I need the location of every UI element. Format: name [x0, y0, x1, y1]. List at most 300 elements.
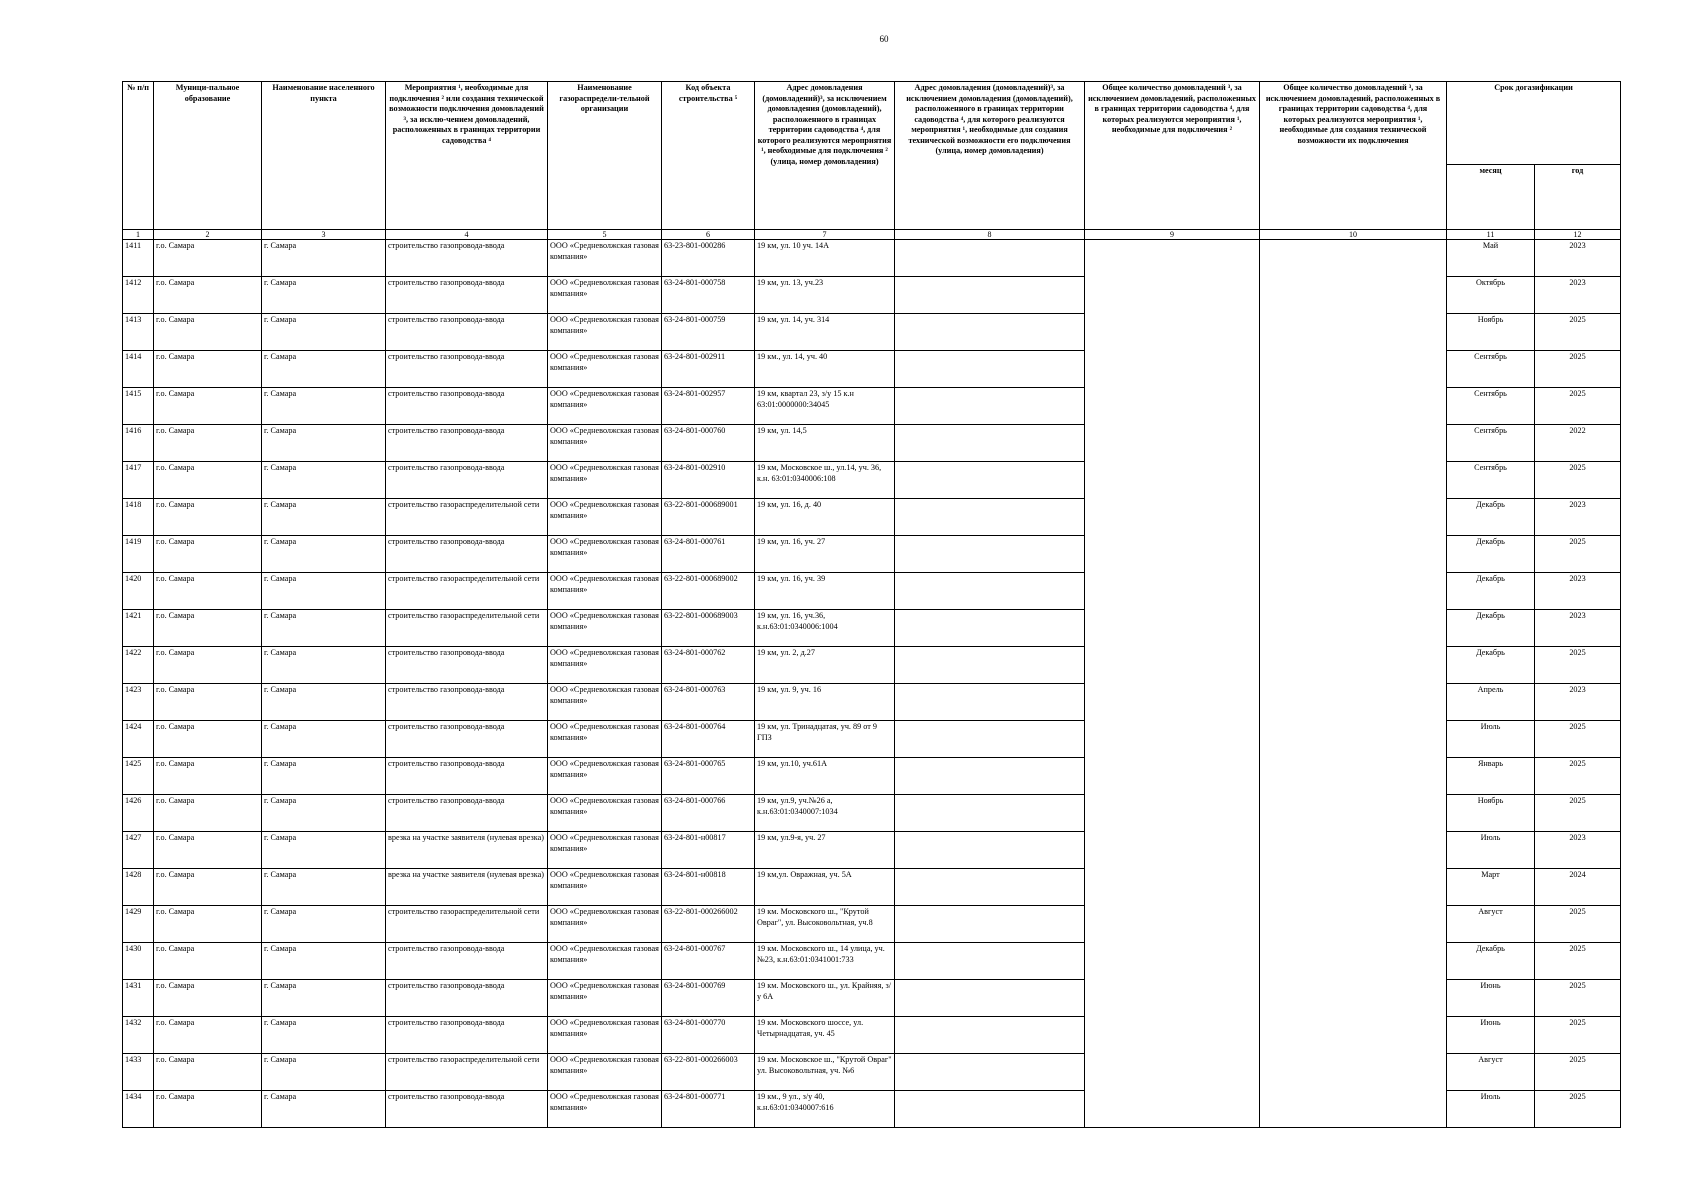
cell-object-code: 63-24-801-000765	[662, 758, 755, 795]
cell-measure: строительство газопровода-ввода	[386, 758, 548, 795]
cell-address: 19 км, ул. 14,5	[755, 425, 895, 462]
cell-municipality: г.о. Самара	[154, 943, 262, 980]
cell-month: Июль	[1447, 721, 1535, 758]
cell-address: 19 км, ул. 16, уч. 27	[755, 536, 895, 573]
cell-measure: строительство газопровода-ввода	[386, 1091, 548, 1128]
cell-gas-org: ООО «Средневолжская газовая компания»	[548, 388, 662, 425]
cell-num: 1432	[123, 1017, 154, 1054]
cell-object-code: 63-24-801-000760	[662, 425, 755, 462]
table-row	[123, 795, 1621, 832]
cell-year: 2024	[1535, 869, 1621, 906]
cell-address: 19 км, ул. 10 уч. 14А	[755, 240, 895, 277]
cell-municipality: г.о. Самара	[154, 240, 262, 277]
cell-address: 19 км. Московского шоссе, ул. Четырнадцатая, уч. 45	[755, 1017, 895, 1054]
cell-num: 1434	[123, 1091, 154, 1128]
cell-total-tech	[1260, 425, 1447, 462]
cell-month: Июнь	[1447, 1017, 1535, 1054]
cell-num: 1433	[123, 1054, 154, 1091]
cell-total-connect	[1085, 536, 1260, 573]
cell-measure: врезка на участке заявителя (нулевая врезка)	[386, 869, 548, 906]
cell-address: 19 км, Московское ш., ул.14, уч. 36, к.н. 63:01:0340006:108	[755, 462, 895, 499]
cell-address-garden	[895, 684, 1085, 721]
cell-settlement: г. Самара	[262, 536, 386, 573]
cell-municipality: г.о. Самара	[154, 462, 262, 499]
cell-total-connect	[1085, 943, 1260, 980]
cell-address-garden	[895, 1091, 1085, 1128]
cell-address: 19 км, ул. 14, уч. 314	[755, 314, 895, 351]
cell-year: 2025	[1535, 462, 1621, 499]
cell-address-garden	[895, 943, 1085, 980]
cell-measure: строительство газопровода-ввода	[386, 795, 548, 832]
header-address: Адрес домовладения (домовладений)³, за исключением домовладения (домовладений), расположенного в границах территории садоводства ⁴, для которого реализуются мероприятия ¹, необходимые для подключения ² (улица, номер домовладения)	[755, 82, 895, 230]
cell-object-code: 63-22-801-000266002	[662, 906, 755, 943]
cell-gas-org: ООО «Средневолжская газовая компания»	[548, 425, 662, 462]
cell-municipality: г.о. Самара	[154, 610, 262, 647]
cell-address: 19 км. Московское ш., "Крутой Овраг" ул. Высоковольтная, уч. №6	[755, 1054, 895, 1091]
cell-measure: строительство газораспределительной сети	[386, 573, 548, 610]
cell-address-garden	[895, 647, 1085, 684]
cell-address-garden	[895, 610, 1085, 647]
cell-municipality: г.о. Самара	[154, 388, 262, 425]
cell-gas-org: ООО «Средневолжская газовая компания»	[548, 499, 662, 536]
cell-year: 2023	[1535, 499, 1621, 536]
cell-address: 19 км, ул.9-я, уч. 27	[755, 832, 895, 869]
cell-settlement: г. Самара	[262, 388, 386, 425]
cell-settlement: г. Самара	[262, 943, 386, 980]
cell-measure: строительство газопровода-ввода	[386, 388, 548, 425]
cell-measure: строительство газопровода-ввода	[386, 462, 548, 499]
cell-month: Июль	[1447, 832, 1535, 869]
column-number: 6	[662, 230, 755, 240]
cell-address-garden	[895, 240, 1085, 277]
cell-total-tech	[1260, 980, 1447, 1017]
cell-month: Июнь	[1447, 980, 1535, 1017]
cell-object-code: 63-24-801-000763	[662, 684, 755, 721]
cell-measure: строительство газопровода-ввода	[386, 1017, 548, 1054]
cell-total-tech	[1260, 462, 1447, 499]
cell-address-garden	[895, 1017, 1085, 1054]
cell-total-tech	[1260, 758, 1447, 795]
cell-object-code: 63-22-801-000689001	[662, 499, 755, 536]
cell-settlement: г. Самара	[262, 869, 386, 906]
cell-address-garden	[895, 536, 1085, 573]
cell-total-connect	[1085, 1054, 1260, 1091]
cell-year: 2025	[1535, 1054, 1621, 1091]
cell-object-code: 63-24-801-000762	[662, 647, 755, 684]
cell-object-code: 63-24-801-000758	[662, 277, 755, 314]
cell-month: Сентябрь	[1447, 425, 1535, 462]
cell-settlement: г. Самара	[262, 610, 386, 647]
cell-month: Ноябрь	[1447, 314, 1535, 351]
column-number: 5	[548, 230, 662, 240]
table-row	[123, 425, 1621, 462]
cell-total-tech	[1260, 314, 1447, 351]
column-numbers-row	[123, 230, 1621, 240]
cell-municipality: г.о. Самара	[154, 832, 262, 869]
cell-total-connect	[1085, 906, 1260, 943]
cell-measure: строительство газопровода-ввода	[386, 536, 548, 573]
cell-settlement: г. Самара	[262, 758, 386, 795]
cell-total-tech	[1260, 943, 1447, 980]
cell-month: Декабрь	[1447, 647, 1535, 684]
cell-month: Декабрь	[1447, 610, 1535, 647]
cell-num: 1415	[123, 388, 154, 425]
table-row	[123, 610, 1621, 647]
cell-municipality: г.о. Самара	[154, 573, 262, 610]
cell-address-garden	[895, 388, 1085, 425]
cell-measure: строительство газопровода-ввода	[386, 980, 548, 1017]
cell-municipality: г.о. Самара	[154, 536, 262, 573]
cell-address-garden	[895, 980, 1085, 1017]
table-row	[123, 980, 1621, 1017]
column-number: 12	[1535, 230, 1621, 240]
cell-object-code: 63-22-801-000689003	[662, 610, 755, 647]
cell-address: 19 км, ул. 13, уч.23	[755, 277, 895, 314]
cell-settlement: г. Самара	[262, 425, 386, 462]
cell-total-tech	[1260, 832, 1447, 869]
cell-settlement: г. Самара	[262, 832, 386, 869]
cell-total-tech	[1260, 573, 1447, 610]
cell-address: 19 км., ул. 14, уч. 40	[755, 351, 895, 388]
column-number: 7	[755, 230, 895, 240]
cell-settlement: г. Самара	[262, 1054, 386, 1091]
cell-municipality: г.о. Самара	[154, 795, 262, 832]
cell-year: 2025	[1535, 906, 1621, 943]
cell-total-connect	[1085, 1091, 1260, 1128]
cell-address: 19 км. Московского ш., 14 улица, уч.№23, к.н.63:01:0341001:733	[755, 943, 895, 980]
table-row	[123, 351, 1621, 388]
cell-municipality: г.о. Самара	[154, 351, 262, 388]
cell-address-garden	[895, 314, 1085, 351]
header-month: месяц	[1447, 165, 1535, 230]
cell-object-code: 63-23-801-000286	[662, 240, 755, 277]
cell-month: Март	[1447, 869, 1535, 906]
cell-gas-org: ООО «Средневолжская газовая компания»	[548, 869, 662, 906]
cell-measure: строительство газопровода-ввода	[386, 277, 548, 314]
cell-total-tech	[1260, 721, 1447, 758]
cell-municipality: г.о. Самара	[154, 647, 262, 684]
cell-address: 19 км. Московского ш., "Крутой Овраг", ул. Высоковольтная, уч.8	[755, 906, 895, 943]
cell-num: 1422	[123, 647, 154, 684]
cell-settlement: г. Самара	[262, 1091, 386, 1128]
cell-year: 2025	[1535, 647, 1621, 684]
cell-object-code: 63-24-801-000770	[662, 1017, 755, 1054]
cell-month: Октябрь	[1447, 277, 1535, 314]
cell-year: 2025	[1535, 943, 1621, 980]
cell-month: Август	[1447, 906, 1535, 943]
cell-total-tech	[1260, 277, 1447, 314]
cell-year: 2025	[1535, 795, 1621, 832]
cell-address-garden	[895, 425, 1085, 462]
cell-num: 1413	[123, 314, 154, 351]
cell-object-code: 63-24-801-002957	[662, 388, 755, 425]
cell-municipality: г.о. Самара	[154, 425, 262, 462]
cell-gas-org: ООО «Средневолжская газовая компания»	[548, 647, 662, 684]
cell-month: Август	[1447, 1054, 1535, 1091]
header-deadline: Срок догазификации	[1447, 82, 1621, 165]
table-body	[123, 240, 1621, 1128]
cell-settlement: г. Самара	[262, 462, 386, 499]
cell-measure: строительство газораспределительной сети	[386, 499, 548, 536]
cell-gas-org: ООО «Средневолжская газовая компания»	[548, 684, 662, 721]
cell-address-garden	[895, 795, 1085, 832]
cell-total-tech	[1260, 795, 1447, 832]
cell-measure: строительство газопровода-ввода	[386, 240, 548, 277]
cell-gas-org: ООО «Средневолжская газовая компания»	[548, 758, 662, 795]
cell-address-garden	[895, 721, 1085, 758]
cell-address: 19 км, ул. 16, уч. 39	[755, 573, 895, 610]
cell-settlement: г. Самара	[262, 240, 386, 277]
cell-total-connect	[1085, 1017, 1260, 1054]
cell-address-garden	[895, 869, 1085, 906]
table-row	[123, 240, 1621, 277]
cell-month: Сентябрь	[1447, 351, 1535, 388]
cell-year: 2025	[1535, 314, 1621, 351]
cell-year: 2023	[1535, 277, 1621, 314]
cell-year: 2025	[1535, 721, 1621, 758]
cell-num: 1423	[123, 684, 154, 721]
cell-total-connect	[1085, 351, 1260, 388]
cell-num: 1428	[123, 869, 154, 906]
table-row	[123, 277, 1621, 314]
cell-num: 1424	[123, 721, 154, 758]
cell-address-garden	[895, 573, 1085, 610]
column-number: 9	[1085, 230, 1260, 240]
cell-total-tech	[1260, 351, 1447, 388]
cell-total-connect	[1085, 758, 1260, 795]
cell-total-tech	[1260, 536, 1447, 573]
cell-object-code: 63-22-801-000266003	[662, 1054, 755, 1091]
cell-gas-org: ООО «Средневолжская газовая компания»	[548, 943, 662, 980]
table-row	[123, 462, 1621, 499]
cell-object-code: 63-24-801-002911	[662, 351, 755, 388]
header-measures: Мероприятия ¹, необходимые для подключения ² или создания технической возможности подключения домовладений ³, за исклю-чением домовладений, расположенных в границах территории садоводства ⁴	[386, 82, 548, 230]
cell-total-tech	[1260, 869, 1447, 906]
cell-total-connect	[1085, 573, 1260, 610]
cell-year: 2025	[1535, 758, 1621, 795]
cell-num: 1416	[123, 425, 154, 462]
table-row	[123, 721, 1621, 758]
cell-object-code: 63-24-801-000767	[662, 943, 755, 980]
table-row	[123, 314, 1621, 351]
table-row	[123, 573, 1621, 610]
table-row	[123, 758, 1621, 795]
header-year: год	[1535, 165, 1621, 230]
cell-address: 19 км, ул. Тринадцатая, уч. 89 от 9 ГПЗ	[755, 721, 895, 758]
cell-address: 19 км, ул.9, уч.№26 а, к.н.63:01:0340007:1034	[755, 795, 895, 832]
cell-month: Декабрь	[1447, 536, 1535, 573]
cell-num: 1414	[123, 351, 154, 388]
table-row	[123, 684, 1621, 721]
cell-gas-org: ООО «Средневолжская газовая компания»	[548, 573, 662, 610]
cell-settlement: г. Самара	[262, 314, 386, 351]
cell-total-connect	[1085, 721, 1260, 758]
column-number: 11	[1447, 230, 1535, 240]
cell-address-garden	[895, 277, 1085, 314]
cell-total-connect	[1085, 832, 1260, 869]
cell-year: 2023	[1535, 684, 1621, 721]
column-number: 1	[123, 230, 154, 240]
cell-total-tech	[1260, 1091, 1447, 1128]
cell-address: 19 км, ул.10, уч.61А	[755, 758, 895, 795]
cell-month: Декабрь	[1447, 499, 1535, 536]
cell-month: Декабрь	[1447, 943, 1535, 980]
cell-gas-org: ООО «Средневолжская газовая компания»	[548, 1091, 662, 1128]
cell-num: 1430	[123, 943, 154, 980]
cell-gas-org: ООО «Средневолжская газовая компания»	[548, 980, 662, 1017]
cell-gas-org: ООО «Средневолжская газовая компания»	[548, 351, 662, 388]
cell-num: 1426	[123, 795, 154, 832]
cell-object-code: 63-24-801-002910	[662, 462, 755, 499]
cell-year: 2025	[1535, 1017, 1621, 1054]
cell-municipality: г.о. Самара	[154, 277, 262, 314]
column-number: 3	[262, 230, 386, 240]
cell-year: 2023	[1535, 573, 1621, 610]
cell-measure: строительство газораспределительной сети	[386, 906, 548, 943]
header-total-tech: Общее количество домовладений ³, за исключением домовладений, расположенных в границах территории садоводства ⁴, для которых реализуются мероприятия ¹, необходимые для создания технической возможности их подключения	[1260, 82, 1447, 230]
cell-measure: строительство газопровода-ввода	[386, 647, 548, 684]
cell-num: 1411	[123, 240, 154, 277]
cell-month: Сентябрь	[1447, 388, 1535, 425]
gasification-table	[122, 81, 1621, 1128]
cell-municipality: г.о. Самара	[154, 684, 262, 721]
cell-municipality: г.о. Самара	[154, 869, 262, 906]
cell-municipality: г.о. Самара	[154, 314, 262, 351]
column-number: 8	[895, 230, 1085, 240]
table-row	[123, 536, 1621, 573]
cell-total-connect	[1085, 277, 1260, 314]
cell-num: 1425	[123, 758, 154, 795]
cell-address-garden	[895, 351, 1085, 388]
cell-object-code: 63-24-801-000766	[662, 795, 755, 832]
cell-year: 2023	[1535, 832, 1621, 869]
cell-month: Июль	[1447, 1091, 1535, 1128]
cell-settlement: г. Самара	[262, 684, 386, 721]
cell-settlement: г. Самара	[262, 499, 386, 536]
cell-measure: строительство газораспределительной сети	[386, 1054, 548, 1091]
cell-total-tech	[1260, 684, 1447, 721]
cell-total-connect	[1085, 869, 1260, 906]
cell-gas-org: ООО «Средневолжская газовая компания»	[548, 240, 662, 277]
cell-total-connect	[1085, 795, 1260, 832]
cell-month: Сентябрь	[1447, 462, 1535, 499]
cell-total-tech	[1260, 240, 1447, 277]
cell-total-connect	[1085, 240, 1260, 277]
cell-num: 1420	[123, 573, 154, 610]
cell-gas-org: ООО «Средневолжская газовая компания»	[548, 795, 662, 832]
cell-address: 19 км,ул. Овражная, уч. 5А	[755, 869, 895, 906]
cell-num: 1418	[123, 499, 154, 536]
cell-gas-org: ООО «Средневолжская газовая компания»	[548, 721, 662, 758]
table-row	[123, 499, 1621, 536]
cell-total-connect	[1085, 499, 1260, 536]
header-num: № п/п	[123, 82, 154, 230]
cell-address-garden	[895, 499, 1085, 536]
column-number: 2	[154, 230, 262, 240]
cell-object-code: 63-24-801-000761	[662, 536, 755, 573]
cell-num: 1417	[123, 462, 154, 499]
cell-num: 1427	[123, 832, 154, 869]
cell-address-garden	[895, 832, 1085, 869]
cell-municipality: г.о. Самара	[154, 1091, 262, 1128]
cell-address: 19 км, ул. 16, д. 40	[755, 499, 895, 536]
column-number: 4	[386, 230, 548, 240]
page-number: 60	[879, 34, 889, 44]
cell-gas-org: ООО «Средневолжская газовая компания»	[548, 906, 662, 943]
cell-settlement: г. Самара	[262, 795, 386, 832]
cell-total-tech	[1260, 610, 1447, 647]
cell-total-tech	[1260, 388, 1447, 425]
cell-measure: строительство газопровода-ввода	[386, 425, 548, 462]
cell-gas-org: ООО «Средневолжская газовая компания»	[548, 1054, 662, 1091]
cell-object-code: 63-22-801-000689002	[662, 573, 755, 610]
cell-total-connect	[1085, 462, 1260, 499]
cell-municipality: г.о. Самара	[154, 906, 262, 943]
cell-total-tech	[1260, 647, 1447, 684]
cell-measure: строительство газопровода-ввода	[386, 314, 548, 351]
cell-year: 2025	[1535, 536, 1621, 573]
cell-gas-org: ООО «Средневолжская газовая компания»	[548, 277, 662, 314]
header-municipality: Муници-пальное образование	[154, 82, 262, 230]
cell-gas-org: ООО «Средневолжская газовая компания»	[548, 536, 662, 573]
cell-object-code: 63-24-801-000769	[662, 980, 755, 1017]
cell-gas-org: ООО «Средневолжская газовая компания»	[548, 610, 662, 647]
cell-total-connect	[1085, 610, 1260, 647]
header-object-code: Код объекта строительства ⁵	[662, 82, 755, 230]
cell-month: Декабрь	[1447, 573, 1535, 610]
cell-month: Ноябрь	[1447, 795, 1535, 832]
table-row	[123, 906, 1621, 943]
cell-measure: строительство газопровода-ввода	[386, 721, 548, 758]
table-row	[123, 647, 1621, 684]
cell-settlement: г. Самара	[262, 351, 386, 388]
cell-total-connect	[1085, 684, 1260, 721]
cell-total-connect	[1085, 647, 1260, 684]
cell-total-connect	[1085, 980, 1260, 1017]
cell-year: 2022	[1535, 425, 1621, 462]
cell-total-connect	[1085, 388, 1260, 425]
cell-municipality: г.о. Самара	[154, 499, 262, 536]
cell-object-code: 63-24-801-000771	[662, 1091, 755, 1128]
cell-total-tech	[1260, 1054, 1447, 1091]
cell-address: 19 км. Московского ш., ул. Крайняя, з/у 6А	[755, 980, 895, 1017]
cell-year: 2023	[1535, 240, 1621, 277]
cell-address-garden	[895, 462, 1085, 499]
cell-month: Апрель	[1447, 684, 1535, 721]
cell-settlement: г. Самара	[262, 906, 386, 943]
cell-gas-org: ООО «Средневолжская газовая компания»	[548, 314, 662, 351]
cell-measure: строительство газораспределительной сети	[386, 610, 548, 647]
cell-municipality: г.о. Самара	[154, 758, 262, 795]
cell-settlement: г. Самара	[262, 1017, 386, 1054]
cell-object-code: 63-24-801-н00817	[662, 832, 755, 869]
cell-municipality: г.о. Самара	[154, 980, 262, 1017]
cell-address: 19 км., 9 ул., з/у 40, к.н.63:01:0340007:616	[755, 1091, 895, 1128]
cell-num: 1429	[123, 906, 154, 943]
cell-settlement: г. Самара	[262, 573, 386, 610]
cell-address-garden	[895, 906, 1085, 943]
cell-month: Январь	[1447, 758, 1535, 795]
cell-total-tech	[1260, 499, 1447, 536]
cell-object-code: 63-24-801-000759	[662, 314, 755, 351]
cell-gas-org: ООО «Средневолжская газовая компания»	[548, 462, 662, 499]
cell-municipality: г.о. Самара	[154, 721, 262, 758]
cell-municipality: г.о. Самара	[154, 1017, 262, 1054]
header-settlement: Наименование населенного пункта	[262, 82, 386, 230]
cell-measure: строительство газопровода-ввода	[386, 943, 548, 980]
header-gas-org: Наименование газораспредели-тельной организации	[548, 82, 662, 230]
cell-num: 1419	[123, 536, 154, 573]
